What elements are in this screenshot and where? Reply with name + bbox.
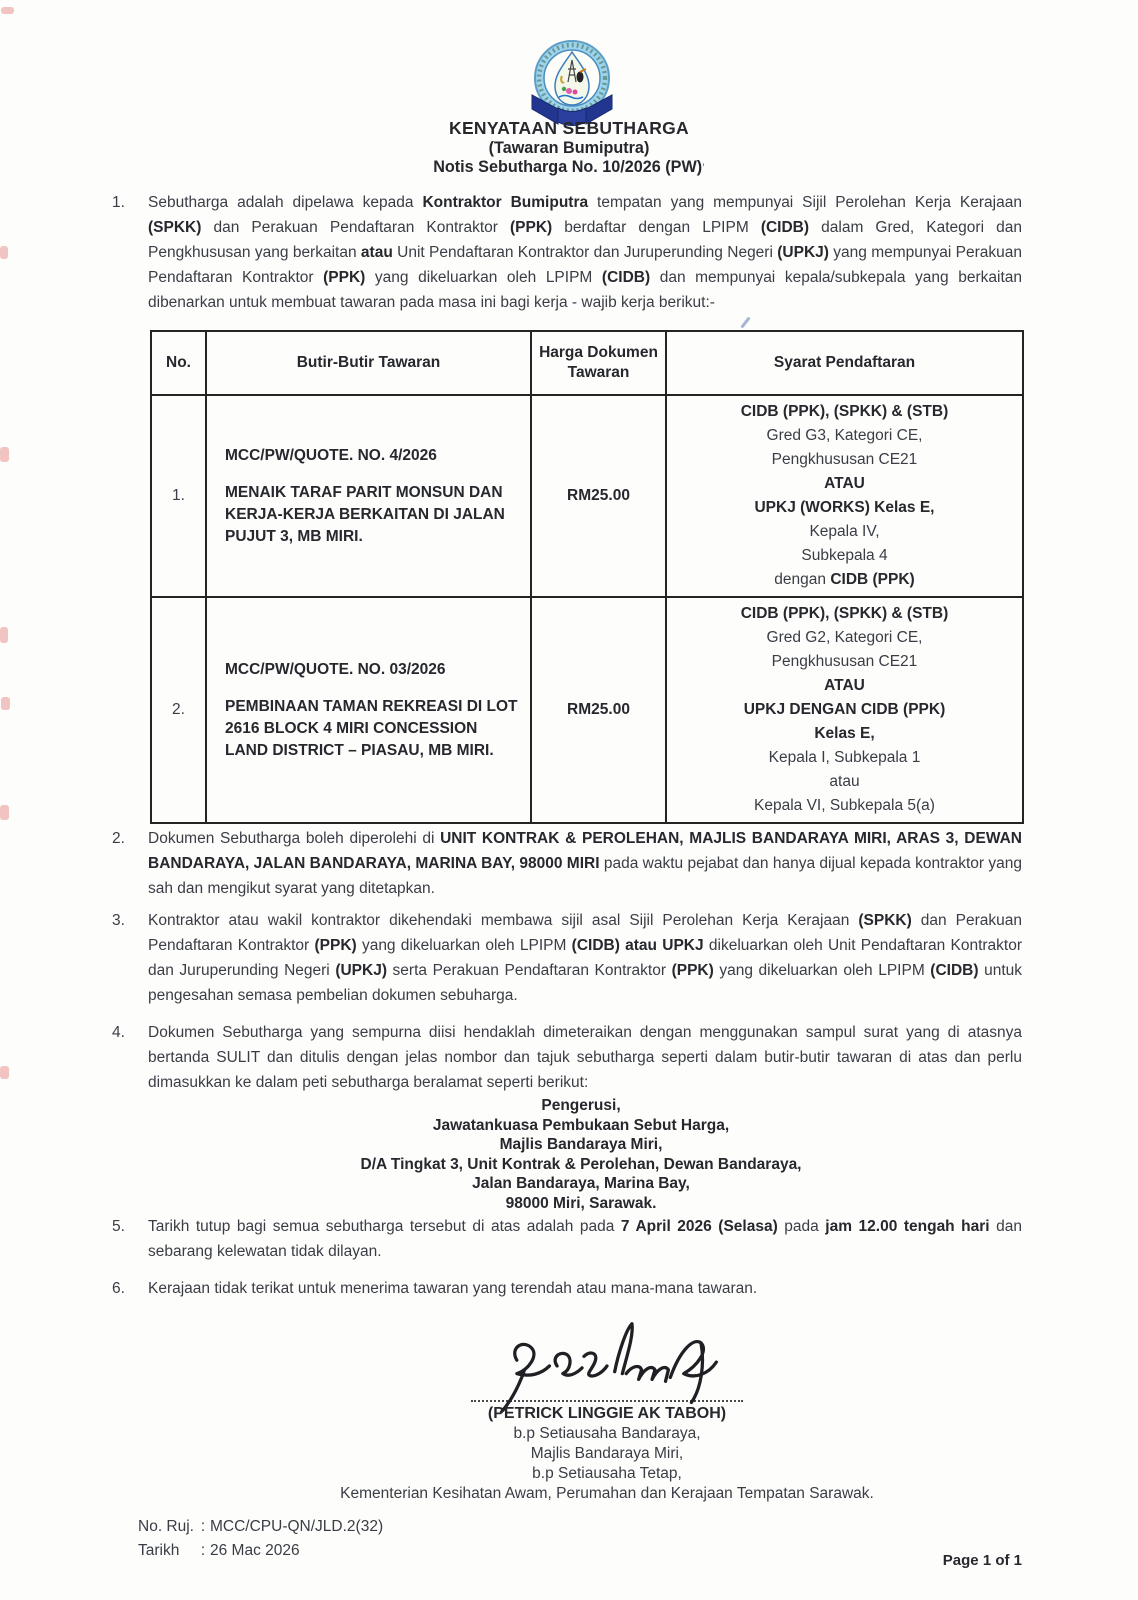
- ref-value: MCC/CPU-QN/JLD.2(32): [210, 1518, 384, 1535]
- submission-address-block: Pengerusi, Jawatankuasa Pembukaan Sebut Harga, Majlis Bandaraya Miri, D/A Tingkat 3, Unit Kontrak & Perolehan, Dewan Bandaraya, Jalan Bandaraya, Marina Bay, 98000 Miri, Sarawak.: [360, 1097, 802, 1212]
- paragraph-3: [112, 908, 1022, 1008]
- signature-block: [112, 1318, 1062, 1504]
- signatory-name: (PETRICK LINGGIE AK TABOH): [487, 1405, 727, 1422]
- paragraph-number: 4.: [112, 1024, 125, 1041]
- paragraph-text: Kontraktor atau wakil kontraktor dikehendaki membawa sijil asal Sijil Perolehan Kerja Kerajaan (SPKK) dan Perakuan Pendaftaran Kontraktor (PPK) yang dikeluarkan oleh LPIPM (CIDB) atau UPKJ dikeluarkan oleh Unit Pendaftaran Kontraktor dan Juruperunding Negeri (UPKJ) serta Perakuan Pendaftaran Kontraktor (PPK) yang dikeluarkan oleh LPIPM (CIDB) untuk pengesahan semasa pembelian dokumen sebuharga.: [148, 912, 1023, 1004]
- red-pen-mark: [0, 246, 8, 259]
- paragraph-text: Sebutharga adalah dipelawa kepada Kontraktor Bumiputra tempatan yang mempunyai Sijil Perolehan Kerja Kerajaan (SPKK) dan Perakuan Pendaftaran Kontraktor (PPK) berdaftar dengan LPIPM (CIDB) dalam Gred, Kategori dan Pengkhususan yang berkaitan atau Unit Pendaftaran Kontraktor dan Juruperunding Negeri (UPKJ) yang mempunyai Perakuan Pendaftaran Kontraktor (PPK) yang dikeluarkan oleh LPIPM (CIDB) dan mempunyai kepala/subkepala yang berkaitan dibenarkan untuk membuat tawaran pada masa ini bagi kerja - wajib kerja berikut:-: [148, 194, 1022, 311]
- registration-requirements: CIDB (PPK), (SPKK) & (STB) Gred G2, Kategori CE, Pengkhususan CE21 ATAU UPKJ DENGAN CIDB (PPK) Kelas E, Kepala I, Subkepala 1 atau Kepala VI, Subkepala 5(a): [666, 597, 1023, 823]
- paragraph-number: 3.: [112, 912, 125, 929]
- notice-number-line: Notis Sebutharga No. 10/2026 (PW)’: [433, 158, 705, 176]
- red-pen-mark: [1, 7, 14, 14]
- row-number: 2.: [151, 597, 206, 823]
- table-header-row: [151, 331, 1023, 395]
- table-row: [151, 597, 1023, 823]
- paragraph-text: Dokumen Sebutharga yang sempurna diisi hendaklah dimeteraikan dengan menggunakan sampul surat yang di atasnya bertanda SULIT dan ditulis dengan jelas nombor dan tajuk sebutharga seperti dalam butir-butir tawaran di atas dan perlu dimasukkan ke dalam peti sebutharga beralamat seperti berikut:: [148, 1024, 1022, 1091]
- date-line: Tarikh : 26 Mac 2026: [138, 1542, 300, 1559]
- red-pen-mark: [0, 1066, 9, 1079]
- document-price: RM25.00: [531, 395, 666, 597]
- table-row: [151, 395, 1023, 597]
- red-pen-mark: [0, 627, 8, 643]
- tender-table: [150, 330, 1024, 824]
- paragraph-number: 5.: [112, 1218, 125, 1235]
- document-title: KENYATAAN SEBUTHARGA: [449, 118, 689, 138]
- stray-mark: ’: [702, 161, 705, 175]
- paragraph-5: [112, 1214, 1022, 1264]
- pen-tick-mark: [740, 316, 750, 328]
- col-header-no: No.: [151, 331, 206, 395]
- paragraph-number: 1.: [112, 194, 125, 211]
- col-header-syarat: Syarat Pendaftaran: [666, 331, 1023, 395]
- date-label: Tarikh: [138, 1542, 180, 1559]
- quote-ref: MCC/PW/QUOTE. NO. 4/2026: [225, 446, 437, 464]
- miri-city-council-logo: [512, 38, 632, 130]
- quote-ref: MCC/PW/QUOTE. NO. 03/2026: [225, 660, 446, 678]
- paragraph-4: [112, 1020, 1022, 1095]
- handwritten-signature: [482, 1318, 732, 1412]
- paragraph-1: [112, 190, 1022, 315]
- col-header-harga: Harga Dokumen Tawaran: [531, 331, 666, 395]
- paragraph-number: 2.: [112, 830, 125, 847]
- document-price: RM25.00: [531, 597, 666, 823]
- reference-number-line: No. Ruj. : MCC/CPU-QN/JLD.2(32): [138, 1518, 384, 1535]
- paragraph-text: Dokumen Sebutharga boleh diperolehi di UNIT KONTRAK & PEROLEHAN, MAJLIS BANDARAYA MIRI, ARAS 3, DEWAN BANDARAYA, JALAN BANDARAYA, MARINA BAY, 98000 MIRI pada waktu pejabat dan hanya dijual kepada kontraktor yang sah dan mengikut syarat yang ditetapkan.: [148, 830, 1022, 897]
- row-number: 1.: [151, 395, 206, 597]
- tender-details-cell: [206, 395, 531, 597]
- quote-title: PEMBINAAN TAMAN REKREASI DI LOT 2616 BLOCK 4 MIRI CONCESSION LAND DISTRICT – PIASAU, MB MIRI.: [225, 697, 518, 759]
- paragraph-2: [112, 826, 1022, 901]
- registration-requirements: CIDB (PPK), (SPKK) & (STB) Gred G3, Kategori CE, Pengkhususan CE21 ATAU UPKJ (WORKS) Kelas E, Kepala IV, Subkepala 4 dengan CIDB (PPK): [666, 395, 1023, 597]
- ref-label: No. Ruj.: [138, 1518, 194, 1535]
- col-header-butir: Butir-Butir Tawaran: [206, 331, 531, 395]
- paragraph-text: Kerajaan tidak terikat untuk menerima tawaran yang terendah atau mana-mana tawaran.: [148, 1280, 758, 1297]
- page-number: Page 1 of 1: [942, 1552, 1022, 1569]
- red-pen-mark: [0, 447, 9, 462]
- tender-details-cell: [206, 597, 531, 823]
- paragraph-6: [112, 1276, 1022, 1301]
- signatory-titles: b.p Setiausaha Bandaraya, Majlis Bandaraya Miri, b.p Setiausaha Tetap, Kementerian Kesihatan Awam, Perumahan dan Kerajaan Tempatan Sarawak.: [340, 1425, 874, 1502]
- document-subtitle: (Tawaran Bumiputra): [488, 138, 650, 157]
- quote-title: MENAIK TARAF PARIT MONSUN DAN KERJA-KERJA BERKAITAN DI JALAN PUJUT 3, MB MIRI.: [225, 483, 505, 545]
- red-pen-mark: [0, 805, 9, 820]
- red-pen-mark: [1, 697, 10, 710]
- paragraph-text: Tarikh tutup bagi semua sebutharga tersebut di atas adalah pada 7 April 2026 (Selasa) pada jam 12.00 tengah hari dan sebarang kelewatan tidak dilayan.: [148, 1218, 1022, 1260]
- paragraph-number: 6.: [112, 1280, 125, 1297]
- date-value: 26 Mac 2026: [210, 1542, 300, 1559]
- document-title-block: [0, 119, 1138, 179]
